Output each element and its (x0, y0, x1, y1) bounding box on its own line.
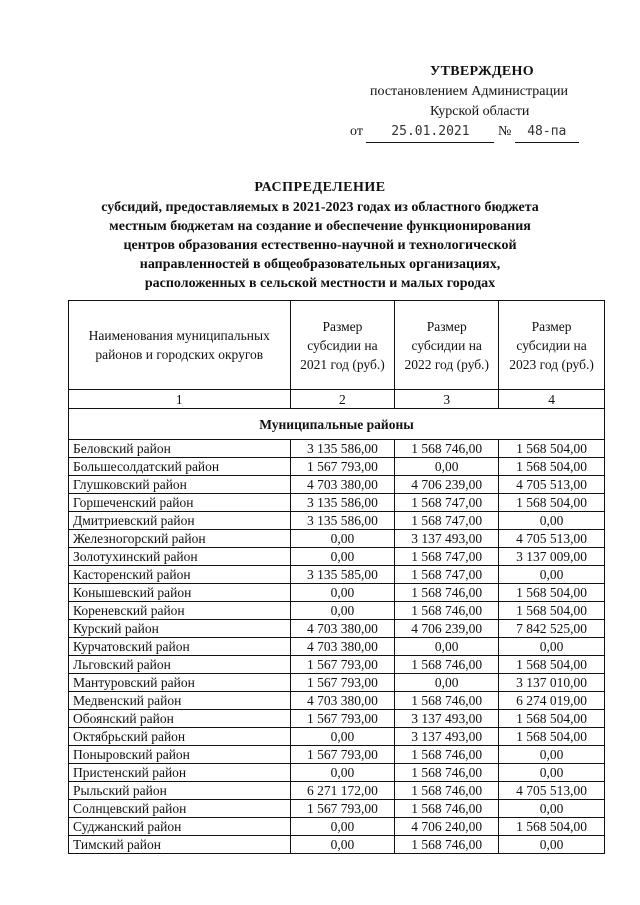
header-2022: Размер субсидии на 2022 год (руб.) (395, 301, 499, 390)
district-name-cell: Льговский район (69, 656, 291, 674)
approval-region: Курской области (430, 104, 530, 119)
subsidy-value-cell: 3 135 586,00 (290, 512, 395, 530)
subsidy-value-cell: 1 568 746,00 (395, 800, 499, 818)
subsidy-value-cell: 1 568 747,00 (395, 494, 499, 512)
subsidy-value-cell: 4 706 239,00 (395, 476, 499, 494)
section-title: Муниципальные районы (69, 409, 605, 440)
district-name-cell: Железногорский район (69, 530, 291, 548)
title-line: субсидий, предоставляемых в 2021-2023 годах из областного бюджета (101, 200, 539, 215)
subsidy-value-cell: 1 568 504,00 (499, 440, 605, 458)
subsidy-value-cell: 4 706 240,00 (395, 818, 499, 836)
subsidy-value-cell: 0,00 (290, 728, 395, 746)
subsidy-value-cell: 1 568 746,00 (395, 692, 499, 710)
subsidy-value-cell: 1 568 504,00 (499, 728, 605, 746)
district-name-cell: Пристенский район (69, 764, 291, 782)
subsidy-value-cell: 3 135 586,00 (290, 494, 395, 512)
table-row (69, 674, 605, 692)
title-line: направленностей в общеобразовательных организациях, (139, 257, 501, 272)
subsidy-value-cell: 3 137 009,00 (499, 548, 605, 566)
subsidy-value-cell: 3 137 493,00 (395, 728, 499, 746)
table-row (69, 440, 605, 458)
table-row (69, 584, 605, 602)
table-row (69, 476, 605, 494)
subsidy-value-cell: 0,00 (290, 818, 395, 836)
district-name-cell: Рыльский район (69, 782, 291, 800)
title-line: расположенных в сельской местности и малых городах (144, 276, 496, 291)
subsidy-value-cell: 1 568 747,00 (395, 548, 499, 566)
subsidy-value-cell: 0,00 (290, 764, 395, 782)
column-index: 2 (290, 390, 395, 409)
table-row (69, 728, 605, 746)
subsidy-value-cell: 0,00 (290, 584, 395, 602)
subsidy-value-cell: 4 703 380,00 (290, 620, 395, 638)
district-name-cell: Курчатовский район (69, 638, 291, 656)
header-district: Наименования муниципальных районов и городских округов (69, 301, 291, 390)
subsidy-value-cell: 1 568 504,00 (499, 494, 605, 512)
table-row (69, 800, 605, 818)
district-name-cell: Конышевский район (69, 584, 291, 602)
subsidy-value-cell: 4 705 513,00 (499, 530, 605, 548)
district-name-cell: Касторенский район (69, 566, 291, 584)
subsidy-value-cell: 0,00 (499, 638, 605, 656)
subsidy-value-cell: 4 706 239,00 (395, 620, 499, 638)
table-row (69, 818, 605, 836)
district-name-cell: Кореневский район (69, 602, 291, 620)
column-index: 1 (69, 390, 291, 409)
district-name-cell: Курский район (69, 620, 291, 638)
subsidy-value-cell: 4 703 380,00 (290, 692, 395, 710)
header-2021: Размер субсидии на 2021 год (руб.) (290, 301, 395, 390)
subsidy-value-cell: 1 567 793,00 (290, 656, 395, 674)
subsidy-value-cell: 0,00 (499, 566, 605, 584)
subsidy-value-cell: 0,00 (499, 800, 605, 818)
subsidy-value-cell: 0,00 (290, 530, 395, 548)
subsidy-value-cell: 1 568 746,00 (395, 440, 499, 458)
table-row (69, 836, 605, 854)
subsidy-value-cell: 1 568 504,00 (499, 458, 605, 476)
table-row (69, 530, 605, 548)
subsidy-value-cell: 1 568 746,00 (395, 746, 499, 764)
subsidy-value-cell: 1 568 746,00 (395, 836, 499, 854)
subsidy-value-cell: 0,00 (499, 512, 605, 530)
subsidy-table (68, 300, 605, 854)
district-name-cell: Горшеченский район (69, 494, 291, 512)
district-name-cell: Большесолдатский район (69, 458, 291, 476)
district-name-cell: Октябрьский район (69, 728, 291, 746)
subsidy-value-cell: 1 568 746,00 (395, 584, 499, 602)
subsidy-value-cell: 1 567 793,00 (290, 710, 395, 728)
date-prefix: от (350, 124, 363, 139)
subsidy-value-cell: 4 705 513,00 (499, 476, 605, 494)
subsidy-value-cell: 1 568 746,00 (395, 782, 499, 800)
table-header-row (69, 301, 605, 390)
subsidy-value-cell: 4 703 380,00 (290, 476, 395, 494)
subsidy-value-cell: 0,00 (395, 638, 499, 656)
subsidy-value-cell: 0,00 (499, 836, 605, 854)
subsidy-value-cell: 1 568 504,00 (499, 710, 605, 728)
subsidy-value-cell: 0,00 (290, 836, 395, 854)
table-row (69, 512, 605, 530)
subsidy-value-cell: 3 137 493,00 (395, 710, 499, 728)
subsidy-value-cell: 1 568 746,00 (395, 656, 499, 674)
subsidy-value-cell: 1 568 746,00 (395, 602, 499, 620)
table-row (69, 602, 605, 620)
table-row (69, 710, 605, 728)
subsidy-value-cell: 4 705 513,00 (499, 782, 605, 800)
subsidy-value-cell: 0,00 (499, 764, 605, 782)
section-row (69, 409, 605, 440)
subsidy-value-cell: 3 137 493,00 (395, 530, 499, 548)
title-line: местным бюджетам на создание и обеспечение функционирования (109, 219, 531, 234)
approval-date: 25.01.2021 (366, 122, 494, 143)
title-heading: РАСПРЕДЕЛЕНИЕ (254, 180, 386, 195)
subsidy-value-cell: 0,00 (290, 602, 395, 620)
title-subtitle (40, 198, 600, 293)
subsidy-value-cell: 1 568 504,00 (499, 656, 605, 674)
subsidy-value-cell: 3 135 586,00 (290, 440, 395, 458)
subsidy-value-cell: 0,00 (499, 746, 605, 764)
district-name-cell: Мантуровский район (69, 674, 291, 692)
title-line: центров образования естественно-научной и технологической (123, 238, 517, 253)
table-row (69, 620, 605, 638)
subsidy-value-cell: 6 274 019,00 (499, 692, 605, 710)
subsidy-value-cell: 1 568 747,00 (395, 566, 499, 584)
subsidy-value-cell: 1 568 504,00 (499, 584, 605, 602)
number-prefix: № (497, 124, 512, 139)
approval-date-line (350, 122, 610, 143)
subsidy-value-cell: 1 568 504,00 (499, 818, 605, 836)
table-row (69, 548, 605, 566)
subsidy-value-cell: 7 842 525,00 (499, 620, 605, 638)
district-name-cell: Поныровский район (69, 746, 291, 764)
table-row (69, 656, 605, 674)
approval-heading: УТВЕРЖДЕНО (430, 64, 534, 79)
column-index-row (69, 390, 605, 409)
table-row (69, 782, 605, 800)
district-name-cell: Суджанский район (69, 818, 291, 836)
district-name-cell: Тимский район (69, 836, 291, 854)
district-name-cell: Беловский район (69, 440, 291, 458)
table-row (69, 746, 605, 764)
district-name-cell: Глушковский район (69, 476, 291, 494)
column-index: 4 (499, 390, 605, 409)
district-name-cell: Солнцевский район (69, 800, 291, 818)
table-row (69, 692, 605, 710)
table-row (69, 764, 605, 782)
subsidy-value-cell: 3 135 585,00 (290, 566, 395, 584)
table-row (69, 458, 605, 476)
column-index: 3 (395, 390, 499, 409)
document-title (40, 178, 600, 293)
table-row (69, 638, 605, 656)
subsidy-value-cell: 0,00 (290, 548, 395, 566)
subsidy-value-cell: 3 137 010,00 (499, 674, 605, 692)
subsidy-value-cell: 1 568 504,00 (499, 602, 605, 620)
subsidy-value-cell: 1 567 793,00 (290, 674, 395, 692)
table-row (69, 566, 605, 584)
subsidy-value-cell: 1 568 746,00 (395, 764, 499, 782)
district-name-cell: Обоянский район (69, 710, 291, 728)
subsidy-value-cell: 1 567 793,00 (290, 746, 395, 764)
approval-authority: постановлением Администрации (370, 84, 568, 99)
district-name-cell: Золотухинский район (69, 548, 291, 566)
district-name-cell: Медвенский район (69, 692, 291, 710)
subsidy-value-cell: 1 568 747,00 (395, 512, 499, 530)
subsidy-value-cell: 0,00 (395, 458, 499, 476)
subsidy-value-cell: 0,00 (395, 674, 499, 692)
subsidy-value-cell: 6 271 172,00 (290, 782, 395, 800)
subsidy-value-cell: 4 703 380,00 (290, 638, 395, 656)
header-2023: Размер субсидии на 2023 год (руб.) (499, 301, 605, 390)
table-row (69, 494, 605, 512)
approval-block (350, 62, 610, 143)
district-name-cell: Дмитриевский район (69, 512, 291, 530)
approval-number: 48-па (515, 122, 579, 143)
subsidy-value-cell: 1 567 793,00 (290, 458, 395, 476)
subsidy-value-cell: 1 567 793,00 (290, 800, 395, 818)
